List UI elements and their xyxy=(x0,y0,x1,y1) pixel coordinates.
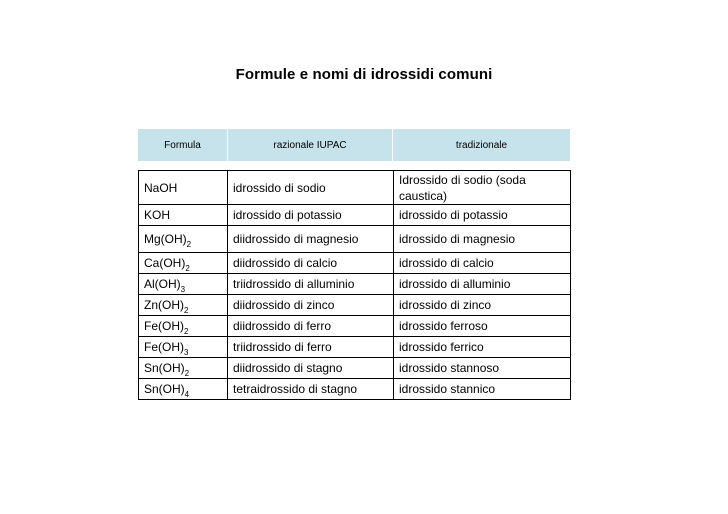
table-row xyxy=(139,171,571,205)
header-iupac: razionale IUPAC xyxy=(228,129,393,162)
iupac-cell: diidrossido di calcio xyxy=(228,253,394,274)
formula-cell: $Ca(OH)_2$ xyxy=(139,253,228,274)
traditional-cell: idrossido di potassio xyxy=(394,205,571,226)
formula-cell: $Sn(OH)_4$ xyxy=(139,379,228,400)
table-row xyxy=(139,358,571,379)
iupac-cell: triidrossido di alluminio xyxy=(228,274,394,295)
iupac-cell: diidrossido di zinco xyxy=(228,295,394,316)
traditional-cell: Idrossido di sodio (soda caustica) xyxy=(394,171,571,205)
iupac-cell: triidrossido di ferro xyxy=(228,337,394,358)
traditional-cell: idrossido stannoso xyxy=(394,358,571,379)
page-title: Formule e nomi di idrossidi comuni xyxy=(235,66,493,83)
header-traditional: tradizionale xyxy=(393,129,571,162)
table-row xyxy=(139,205,571,226)
iupac-cell: idrossido di potassio xyxy=(228,205,394,226)
formula-cell: $Fe(OH)_2$ xyxy=(139,316,228,337)
table-row xyxy=(139,316,571,337)
table-row xyxy=(139,226,571,253)
formula-cell: $Al(OH)_3$ xyxy=(139,274,228,295)
traditional-cell: idrossido ferroso xyxy=(394,316,571,337)
formula-cell: KOH xyxy=(139,205,228,226)
formula-cell: $Fe(OH)_3$ xyxy=(139,337,228,358)
header-row xyxy=(138,129,571,162)
traditional-cell: idrossido di alluminio xyxy=(394,274,571,295)
iupac-cell: diidrossido di magnesio xyxy=(228,226,394,253)
traditional-cell: idrossido stannico xyxy=(394,379,571,400)
header-formula: Formula xyxy=(138,129,228,162)
traditional-cell: idrossido di calcio xyxy=(394,253,571,274)
hydroxides-table xyxy=(138,170,571,400)
table-row xyxy=(139,274,571,295)
formula-cell: NaOH xyxy=(139,171,228,205)
table-row xyxy=(139,253,571,274)
formula-cell: $Zn(OH)_2$ xyxy=(139,295,228,316)
table-row xyxy=(139,337,571,358)
table-row xyxy=(139,295,571,316)
formula-cell: $Mg(OH)_2$ xyxy=(139,226,228,253)
table-row xyxy=(139,379,571,400)
traditional-cell: idrossido di zinco xyxy=(394,295,571,316)
iupac-cell: tetraidrossido di stagno xyxy=(228,379,394,400)
formula-cell: $Sn(OH)_2$ xyxy=(139,358,228,379)
traditional-cell: idrossido ferrico xyxy=(394,337,571,358)
table-header xyxy=(137,128,571,162)
iupac-cell: diidrossido di stagno xyxy=(228,358,394,379)
iupac-cell: idrossido di sodio xyxy=(228,171,394,205)
iupac-cell: diidrossido di ferro xyxy=(228,316,394,337)
traditional-cell: idrossido di magnesio xyxy=(394,226,571,253)
